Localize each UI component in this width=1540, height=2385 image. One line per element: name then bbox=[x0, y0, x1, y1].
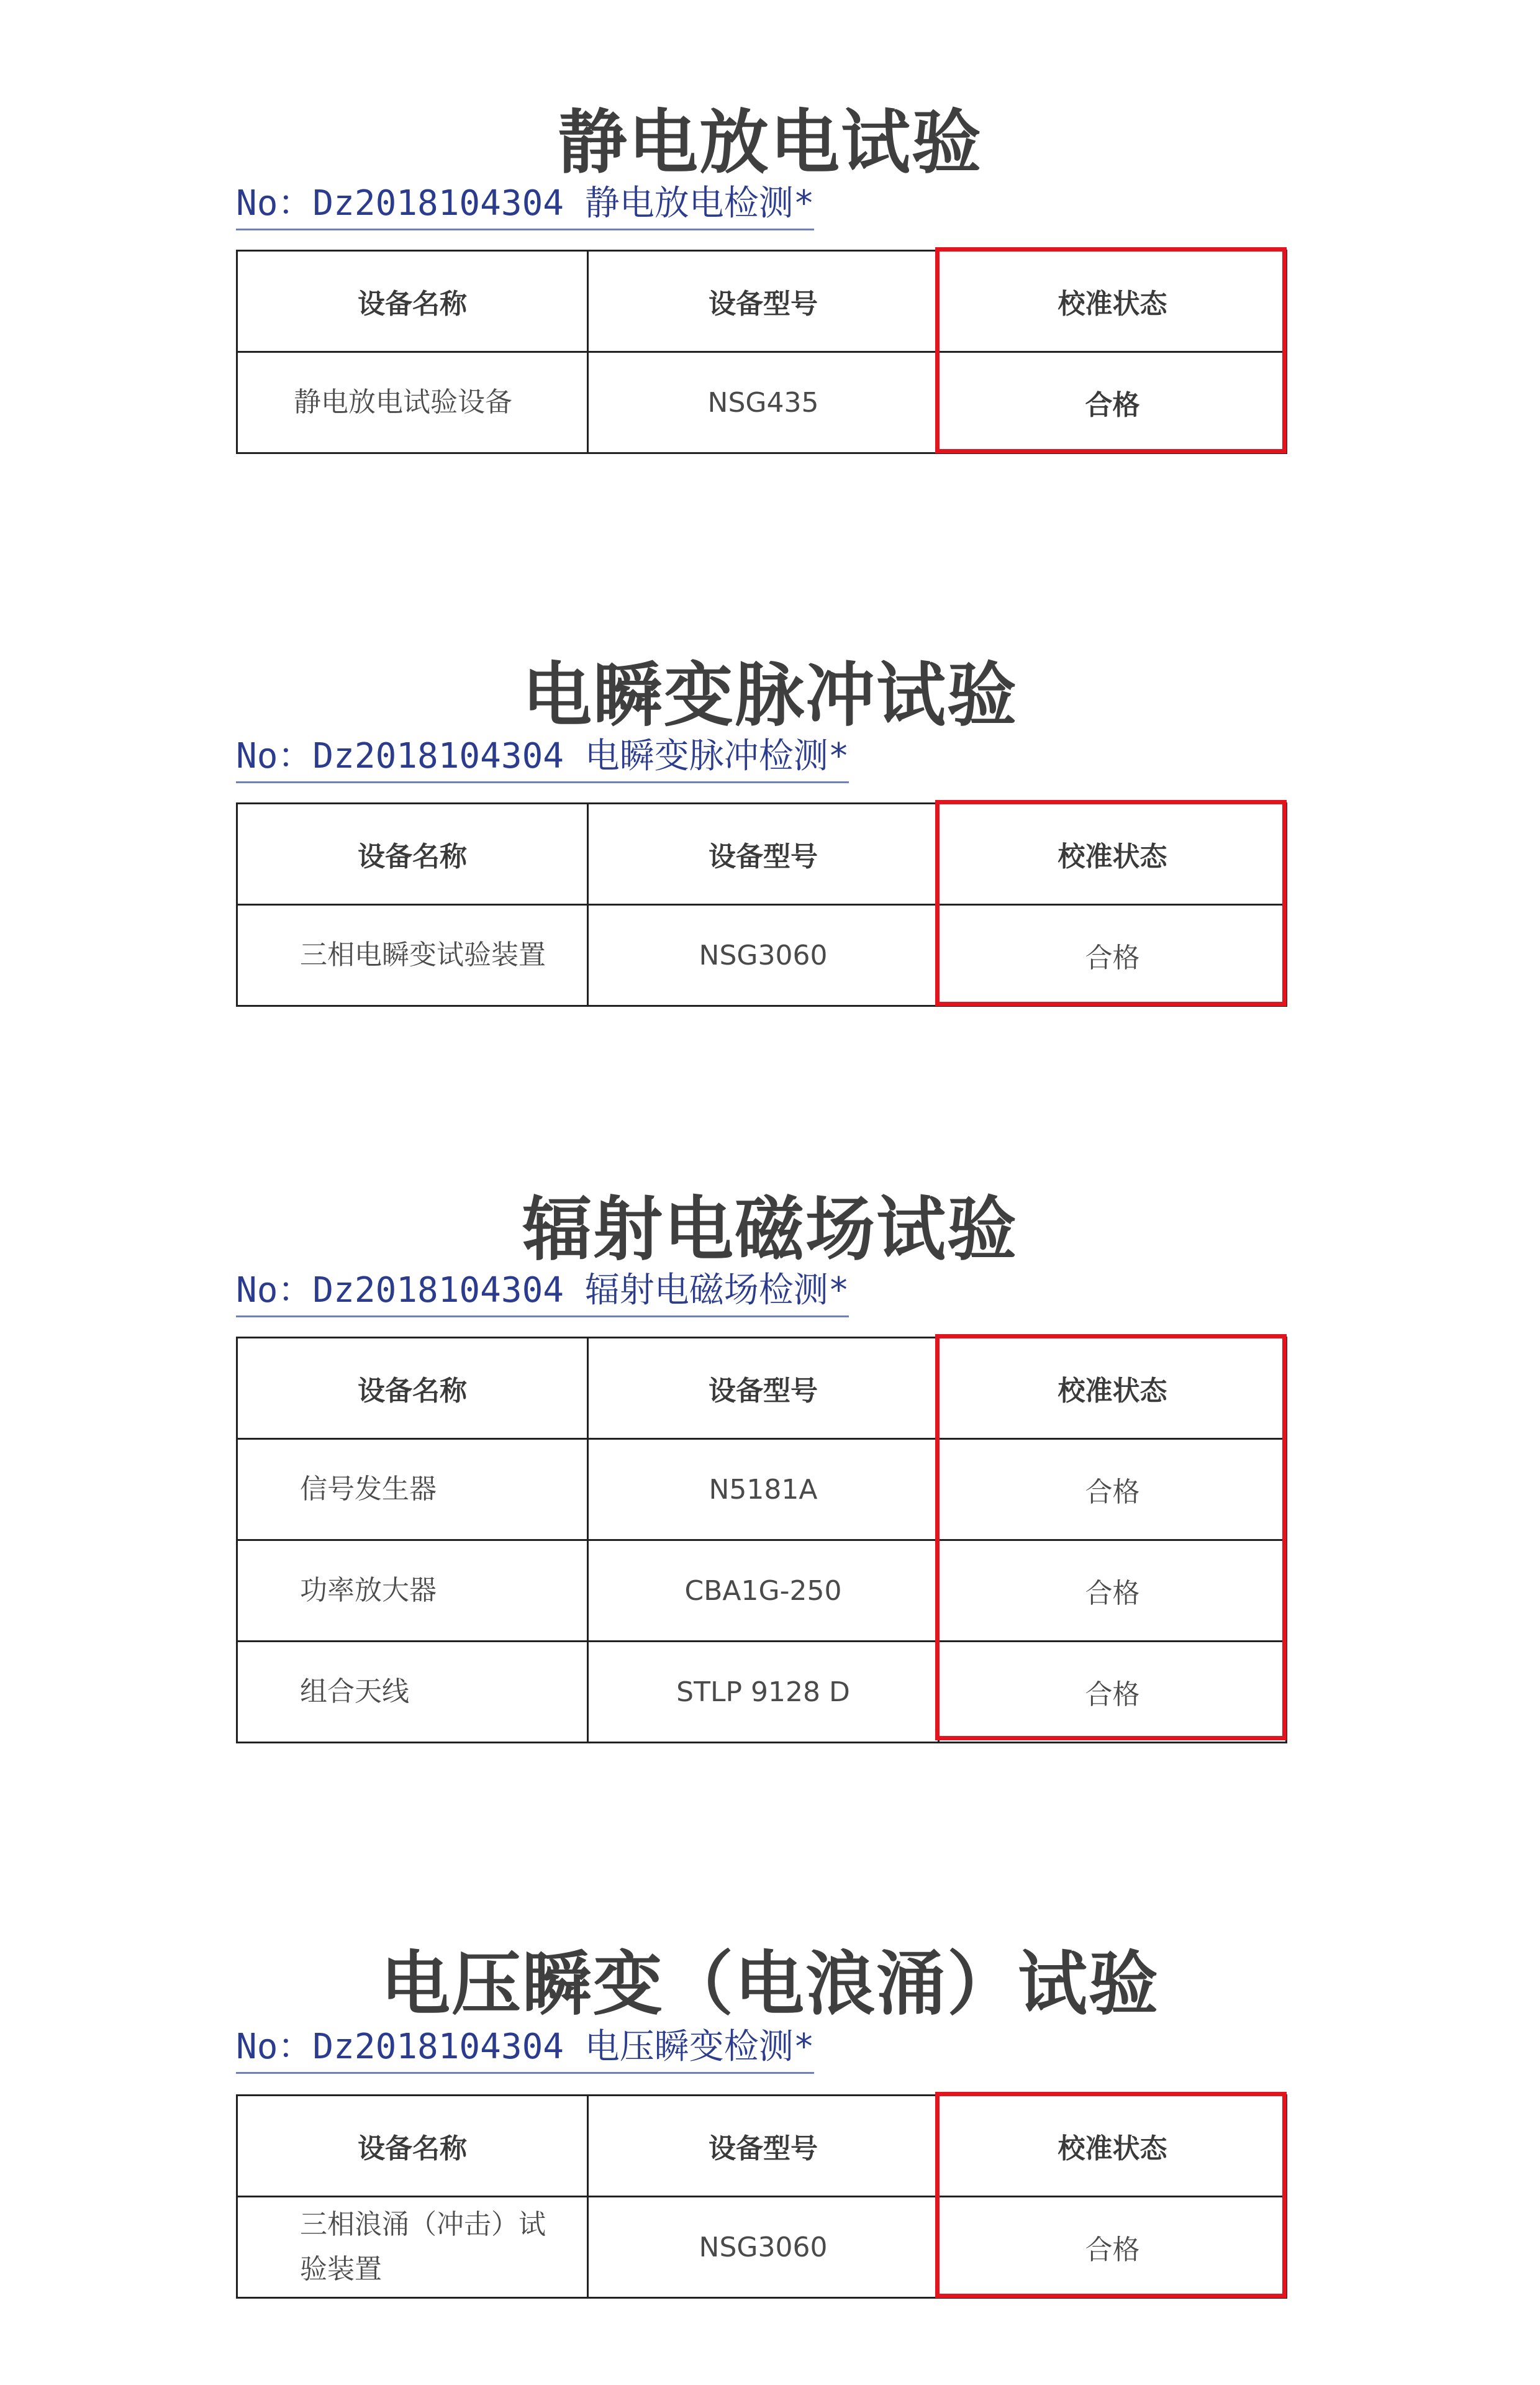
equipment-model: NSG435 bbox=[588, 352, 939, 453]
calibration-status: 合格 bbox=[939, 1540, 1287, 1642]
document-number: No：Dz2018104304 电瞬变脉冲检测* bbox=[236, 734, 849, 783]
equipment-table bbox=[236, 802, 1287, 1007]
header-calibration-status: 校准状态 bbox=[939, 251, 1287, 352]
equipment-name: 信号发生器 bbox=[237, 1439, 588, 1540]
calibration-status: 合格 bbox=[939, 1642, 1287, 1743]
equipment-name: 静电放电试验设备 bbox=[237, 352, 588, 453]
header-equipment-name: 设备名称 bbox=[237, 2096, 588, 2197]
table-row bbox=[237, 1642, 1287, 1743]
header-equipment-name: 设备名称 bbox=[237, 1338, 588, 1439]
calibration-status: 合格 bbox=[939, 1439, 1287, 1540]
header-equipment-model: 设备型号 bbox=[588, 251, 939, 352]
equipment-name: 功率放大器 bbox=[237, 1540, 588, 1642]
header-equipment-model: 设备型号 bbox=[588, 804, 939, 905]
calibration-status: 合格 bbox=[939, 905, 1287, 1006]
calibration-status: 合格 bbox=[939, 352, 1287, 453]
section-title: 电瞬变脉冲试验 bbox=[522, 655, 1018, 736]
header-equipment-name: 设备名称 bbox=[237, 251, 588, 352]
table-header-row bbox=[237, 804, 1287, 905]
table-header-row bbox=[237, 251, 1287, 352]
table-header-row bbox=[237, 2096, 1287, 2197]
equipment-model: NSG3060 bbox=[588, 2197, 939, 2298]
equipment-name: 三相电瞬变试验装置 bbox=[237, 905, 588, 1006]
header-calibration-status: 校准状态 bbox=[939, 1338, 1287, 1439]
equipment-model: STLP 9128 D bbox=[588, 1642, 939, 1743]
header-calibration-status: 校准状态 bbox=[939, 2096, 1287, 2197]
header-calibration-status: 校准状态 bbox=[939, 804, 1287, 905]
table-row bbox=[237, 1439, 1287, 1540]
document-number: No：Dz2018104304 静电放电检测* bbox=[236, 181, 814, 230]
equipment-name: 组合天线 bbox=[237, 1642, 588, 1743]
header-equipment-model: 设备型号 bbox=[588, 1338, 939, 1439]
section-title: 辐射电磁场试验 bbox=[522, 1189, 1018, 1270]
table-row bbox=[237, 1540, 1287, 1642]
section-title: 电压瞬变（电浪涌）试验 bbox=[381, 1944, 1159, 2025]
equipment-model: CBA1G-250 bbox=[588, 1540, 939, 1642]
equipment-model: NSG3060 bbox=[588, 905, 939, 1006]
header-equipment-name: 设备名称 bbox=[237, 804, 588, 905]
equipment-table bbox=[236, 1337, 1287, 1743]
document-number: No：Dz2018104304 辐射电磁场检测* bbox=[236, 1268, 849, 1317]
table-row bbox=[237, 905, 1287, 1006]
calibration-status: 合格 bbox=[939, 2197, 1287, 2298]
document-number: No：Dz2018104304 电压瞬变检测* bbox=[236, 2025, 814, 2074]
equipment-name: 三相浪涌（冲击）试验装置 bbox=[237, 2197, 588, 2298]
header-equipment-model: 设备型号 bbox=[588, 2096, 939, 2197]
equipment-table bbox=[236, 250, 1287, 454]
equipment-table bbox=[236, 2094, 1287, 2299]
equipment-model: N5181A bbox=[588, 1439, 939, 1540]
table-row bbox=[237, 352, 1287, 453]
table-row bbox=[237, 2197, 1287, 2298]
table-header-row bbox=[237, 1338, 1287, 1439]
section-title: 静电放电试验 bbox=[558, 102, 982, 183]
